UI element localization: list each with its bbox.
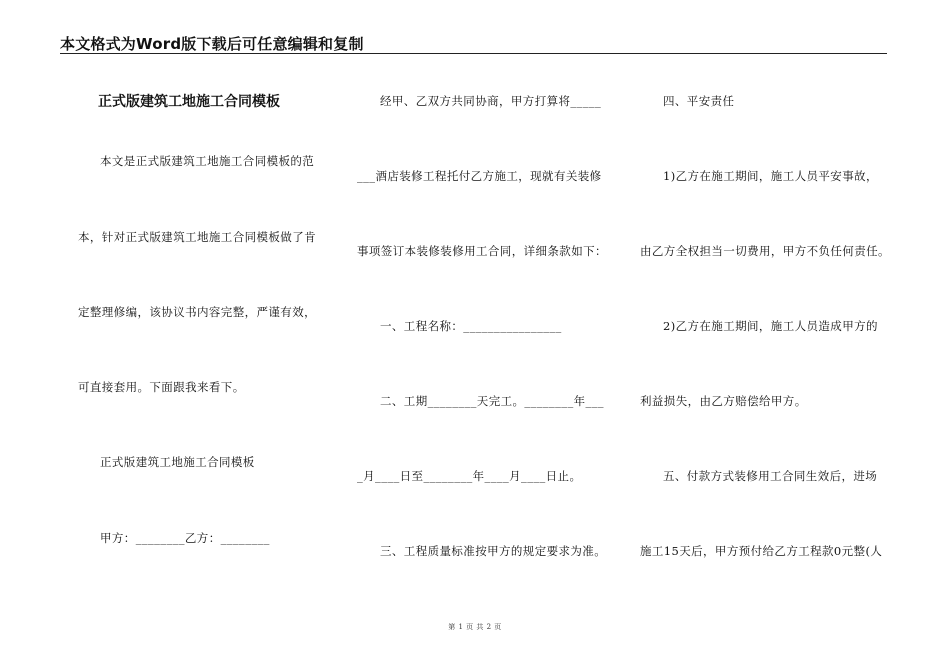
document-title: 正式版建筑工地施工合同模板 bbox=[98, 94, 280, 110]
header-divider bbox=[60, 53, 887, 54]
paragraph-line: 经甲、乙双方共同协商，甲方打算将_____ bbox=[380, 94, 602, 108]
paragraph-line: 事项签订本装修装修用工合同，详细条款如下： bbox=[357, 244, 607, 258]
clause-line: 一、工程名称：________________ bbox=[380, 319, 562, 333]
section-heading: 四、平安责任 bbox=[663, 94, 735, 108]
paragraph-line: 利益损失，由乙方赔偿给甲方。 bbox=[640, 394, 807, 408]
paragraph-line: 本，针对正式版建筑工地施工合同模板做了肯 bbox=[78, 230, 316, 244]
page-number: 第 1 页 共 2 页 bbox=[448, 623, 502, 631]
paragraph-line: 1)乙方在施工期间，施工人员平安事故， bbox=[663, 169, 878, 183]
paragraph-line: 2)乙方在施工期间，施工人员造成甲方的 bbox=[663, 319, 878, 333]
paragraph-line: 由乙方全权担当一切费用，甲方不负任何责任。 bbox=[640, 244, 890, 258]
section-heading: 正式版建筑工地施工合同模板 bbox=[100, 455, 255, 469]
paragraph-line: ___酒店装修工程托付乙方施工，现就有关装修 bbox=[357, 169, 602, 183]
clause-line: 二、工期________天完工。________年___ bbox=[380, 394, 604, 408]
clause-line: 五、付款方式装修用工合同生效后，进场 bbox=[663, 469, 878, 483]
paragraph-line: 定整理修编，该协议书内容完整，严谨有效， bbox=[78, 305, 316, 319]
paragraph-line: 可直接套用。下面跟我来看下。 bbox=[78, 380, 245, 394]
paragraph-line: 施工15天后，甲方预付给乙方工程款0元整(人 bbox=[640, 544, 883, 558]
paragraph-line: 本文是正式版建筑工地施工合同模板的范 bbox=[100, 154, 315, 168]
party-line: 甲方：________乙方：________ bbox=[100, 531, 270, 545]
document-header: 本文格式为Word版下载后可任意编辑和复制 bbox=[60, 35, 364, 53]
clause-line: 三、工程质量标准按甲方的规定要求为准。 bbox=[380, 544, 607, 558]
clause-line: _月____日至________年____月____日止。 bbox=[357, 469, 582, 483]
